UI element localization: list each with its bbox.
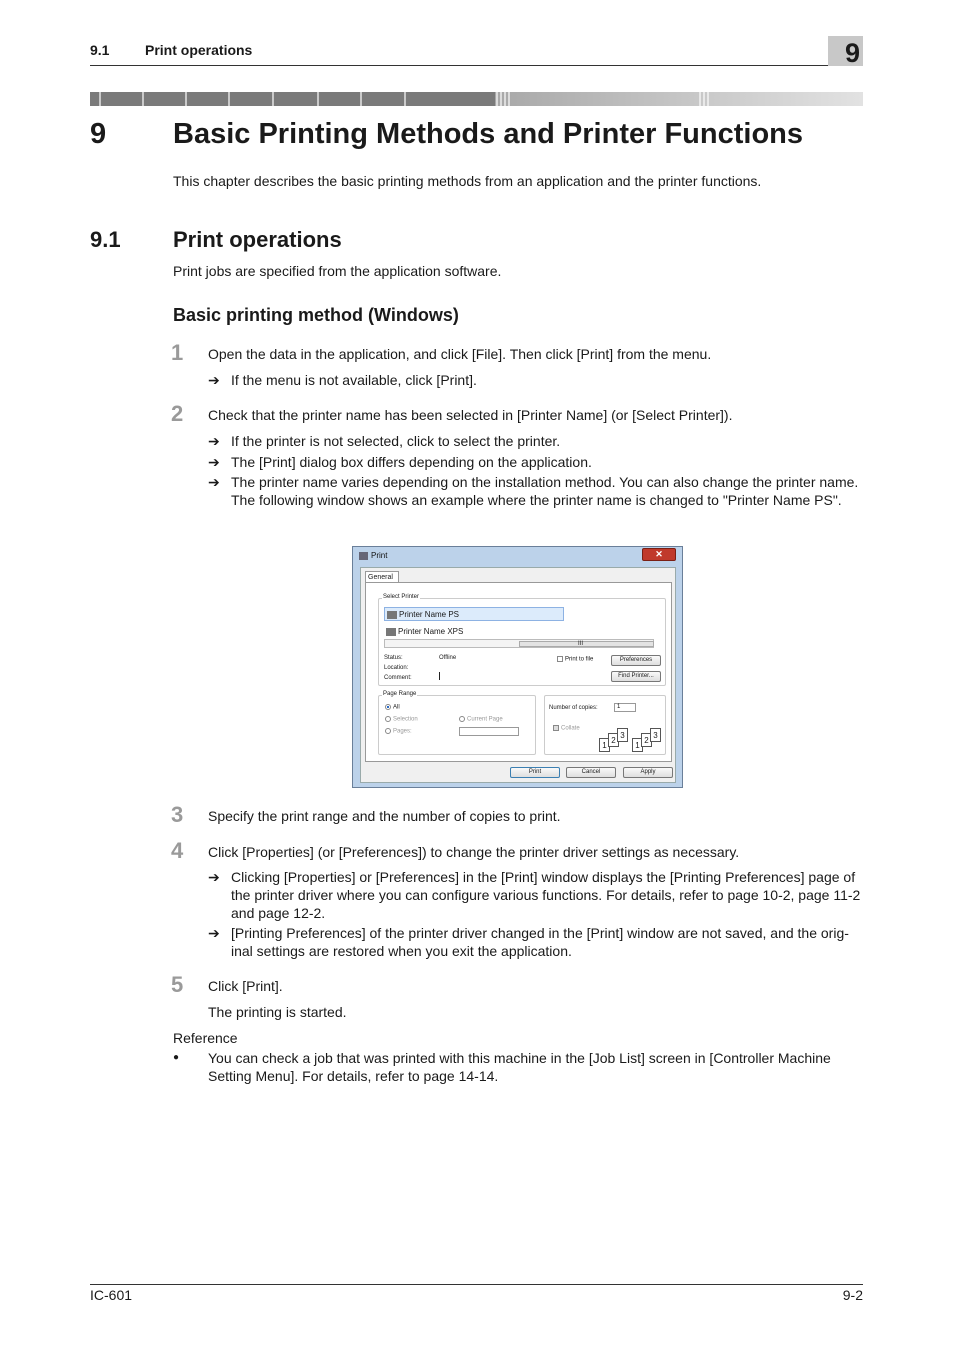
step-note: The printer name varies depending on the installation method. You can also change the printer name. The following window shows an example where the printer name is changed to "Printer Name PS".: [231, 474, 859, 508]
step-note: If the printer is not selected, click to select the printer.: [231, 433, 561, 449]
collate-page-icon: 3: [617, 728, 628, 742]
step-text: Click [Print].: [208, 978, 283, 994]
pages-input[interactable]: [459, 727, 519, 736]
step-number: 4: [171, 838, 184, 863]
find-printer-button[interactable]: Find Printer...: [611, 671, 661, 682]
reference-text: You can check a job that was printed with this machine in the [Job List] screen in [Controller Machine Setting Menu]. For details, refer to page 14-14.: [208, 1050, 831, 1084]
chapter-badge-number: 9: [844, 38, 860, 68]
step-note: If the menu is not available, click [Print].: [231, 372, 477, 388]
collate-page-icon: 1: [599, 738, 610, 752]
step-text: Click [Properties] (or [Preferences]) to change the printer driver settings as necessary.: [208, 844, 740, 860]
step-number: 3: [171, 802, 184, 827]
range-current-label: Current Page: [467, 716, 503, 723]
range-current-radio[interactable]: [459, 716, 503, 723]
general-panel: [365, 582, 672, 762]
copies-input[interactable]: 1: [614, 703, 636, 712]
header-section-title: Print operations: [145, 42, 253, 58]
note-arrow: ➔: [208, 869, 220, 885]
print-to-file-checkbox[interactable]: [557, 656, 593, 663]
horizontal-scrollbar[interactable]: [384, 639, 654, 648]
subheading: Basic printing method (Windows): [173, 305, 459, 325]
chapter-title: Basic Printing Methods and Printer Functions: [173, 118, 803, 150]
step-text: Specify the print range and the number of copies to print.: [208, 808, 561, 824]
step-number: 5: [171, 972, 184, 997]
print-to-file-label: Print to file: [565, 656, 594, 663]
collate-page-icon: 2: [608, 733, 619, 747]
cancel-button[interactable]: Cancel: [566, 767, 616, 778]
header-rule: [90, 65, 863, 66]
status-label: Status:: [384, 655, 403, 661]
step-note: Clicking [Properties] or [Preferences] in the [Print] window displays the [Printing Preferences] page of the printer driver where you can configure various functions. For details, refer to page 10-2, page 11-2 and page 12-2.: [231, 869, 861, 921]
radio-icon: [385, 704, 391, 710]
chapter-intro: This chapter describes the basic printing methods from an application and the printer functions.: [173, 173, 762, 189]
stripe-graphic: [90, 92, 863, 106]
step-text: Check that the printer name has been selected in [Printer Name] (or [Select Printer]).: [208, 407, 733, 423]
close-icon[interactable]: ✕: [642, 548, 676, 561]
step-note: [Printing Preferences] of the printer driver changed in the [Print] window are not saved, and the orig-inal settings are restored when you exit the application.: [231, 925, 849, 959]
range-selection-label: Selection: [393, 716, 418, 723]
section-number: 9.1: [90, 227, 121, 252]
footer-model: IC-601: [90, 1287, 133, 1303]
printer-icon: [359, 552, 368, 560]
note-arrow: ➔: [208, 454, 220, 470]
range-pages-label: Pages:: [393, 728, 412, 735]
collate-page-icon: 1: [632, 738, 643, 752]
header-section-number: 9.1: [90, 42, 110, 58]
decorative-stripe: [90, 92, 863, 106]
scroll-thumb[interactable]: [519, 641, 654, 647]
dialog-body: [360, 567, 676, 783]
chapter-badge: [828, 36, 863, 66]
comment-label: Comment:: [384, 675, 412, 681]
note-arrow: ➔: [208, 925, 220, 941]
tab-general[interactable]: General: [365, 571, 399, 583]
preferences-button[interactable]: Preferences: [611, 655, 661, 666]
collate-label: Collate: [561, 725, 580, 732]
select-printer-label: Select Printer: [383, 594, 420, 600]
reference-label: Reference: [173, 1030, 238, 1046]
note-arrow: ➔: [208, 474, 220, 490]
printer-name: Printer Name XPS: [398, 627, 464, 636]
step-number: 1: [171, 340, 184, 365]
chapter-number: 9: [90, 118, 107, 150]
dialog-title-bar: [359, 551, 559, 563]
dialog-title: Print: [371, 551, 388, 560]
range-pages-radio[interactable]: [385, 728, 412, 735]
range-selection-radio[interactable]: [385, 716, 418, 723]
checkbox-icon: [553, 725, 559, 731]
page-range-group: [378, 691, 536, 755]
collate-checkbox[interactable]: [553, 725, 580, 732]
collate-page-icon: 3: [650, 728, 661, 742]
bullet-icon: ●: [173, 1052, 180, 1063]
step-note: The [Print] dialog box differs depending on the application.: [231, 454, 592, 470]
section-title: Print operations: [173, 227, 342, 252]
footer-rule: [90, 1284, 863, 1285]
note-arrow: ➔: [208, 433, 220, 449]
apply-button[interactable]: Apply: [623, 767, 673, 778]
printer-icon: [387, 611, 397, 619]
printer-list[interactable]: [384, 607, 564, 643]
printer-item[interactable]: [384, 625, 564, 639]
select-printer-group: [378, 594, 666, 686]
running-header: [90, 42, 252, 58]
range-all-radio[interactable]: [385, 704, 400, 711]
step-number: 2: [171, 401, 184, 426]
status-value: Offline: [439, 655, 457, 661]
scroll-grip: III: [578, 641, 584, 647]
text-cursor: [439, 672, 440, 680]
footer-page-number: 9-2: [842, 1287, 863, 1303]
copies-label: Number of copies:: [549, 705, 598, 711]
step-result: The printing is started.: [208, 1004, 347, 1020]
print-button[interactable]: Print: [510, 767, 560, 778]
printer-name: Printer Name PS: [399, 610, 460, 619]
section-intro: Print jobs are specified from the application software.: [173, 263, 502, 279]
page-range-label: Page Range: [383, 691, 417, 697]
checkbox-icon: [557, 656, 563, 662]
radio-icon: [459, 716, 465, 722]
note-arrow: ➔: [208, 372, 220, 388]
printer-item[interactable]: [384, 607, 564, 621]
collate-page-icon: 2: [641, 733, 652, 747]
step-text: Open the data in the application, and click [File]. Then click [Print] from the menu.: [208, 346, 712, 362]
radio-icon: [385, 716, 391, 722]
location-label: Location:: [384, 665, 409, 671]
copies-group: [544, 695, 666, 755]
printer-icon: [386, 628, 396, 636]
radio-icon: [385, 728, 391, 734]
range-all-label: All: [393, 704, 400, 711]
print-dialog-screenshot: [352, 546, 683, 788]
